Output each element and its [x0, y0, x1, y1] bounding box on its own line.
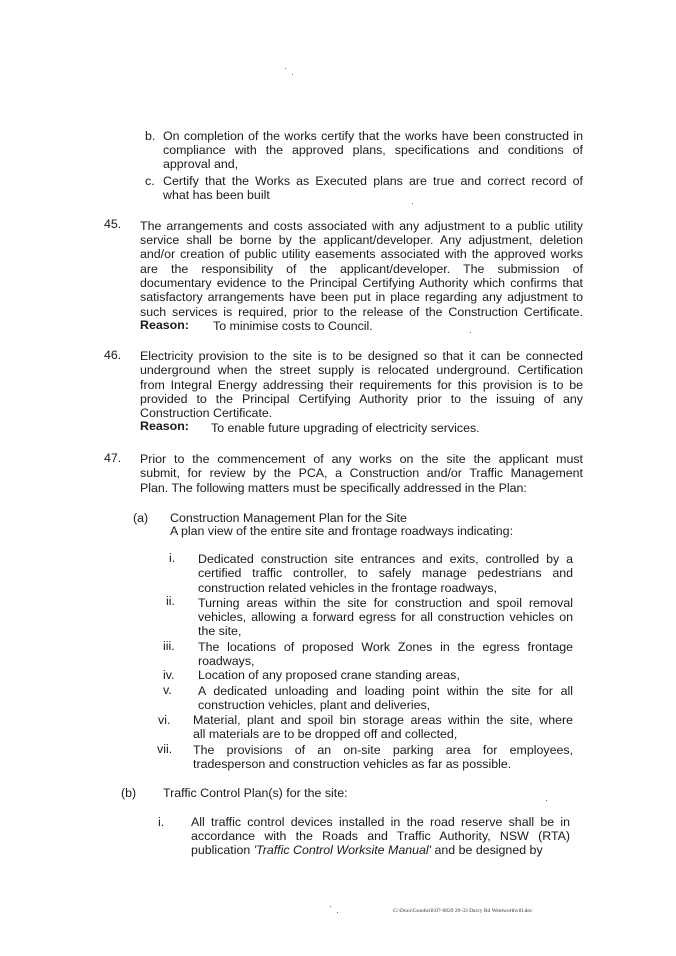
text-line: On completion of the works certify that the works have been constructed in [163, 129, 583, 143]
text-line: Turning areas within the site for construction and spoil removal [198, 596, 573, 610]
text-line: Plan. The following matters must be specifically addressed in the Plan: [140, 481, 527, 495]
text-line: service shall be borne by the applicant/developer. Any adjustment, deletion [140, 233, 583, 247]
scan-speck [412, 203, 413, 204]
text-line: such services is required, prior to the release of the Construction Certificate. [140, 305, 583, 319]
text-line: provided to the Principal Certifying Authority prior to the issuing of any [140, 392, 583, 406]
text-line: Prior to the commencement of any works on the site the applicant must [140, 452, 583, 466]
text-line: All traffic control devices installed in the road reserve shall be in [191, 815, 570, 829]
text-line: certified traffic controller, to safely manage pedestrians and [198, 566, 573, 580]
text-line: what has been built [163, 188, 270, 202]
text-line: The locations of proposed Work Zones in the egress frontage [198, 640, 573, 654]
reason-text: To enable future upgrading of electricity services. [211, 421, 480, 435]
scan-speck [337, 912, 338, 913]
text-fragment: and be designed by [431, 843, 543, 857]
reason-label: Reason: [140, 318, 189, 332]
condition-number: 46. [104, 348, 122, 362]
text-line: and/or creation of public utility easements associated with the approved works [140, 247, 583, 261]
text-line: accordance with the Roads and Traffic Authority, NSW (RTA) [191, 829, 570, 843]
text-line [191, 843, 543, 857]
scan-speck [285, 68, 286, 69]
roman-marker: vii. [157, 742, 173, 756]
list-marker: b. [145, 129, 156, 143]
text-line: are the responsibility of the applicant/developer. The submission of [140, 262, 583, 276]
text-line: Location of any proposed crane standing areas, [198, 668, 460, 682]
sub-marker-a: (a) [133, 511, 149, 525]
text-line: vehicles, allowing a forward egress for all construction vehicles on [198, 610, 573, 624]
footer-file-path: G:\Docs\Goodwill\07-0829 29-33 Darcy Rd Wentworthvill.doc [393, 908, 533, 914]
text-line: Certify that the Works as Executed plans are true and correct record of [163, 174, 583, 188]
text-line: compliance with the approved plans, specifications and conditions of [163, 143, 583, 157]
text-line: submit, for review by the PCA, a Construction and/or Traffic Management [140, 466, 583, 480]
text-line: documentary evidence to the Principal Certifying Authority which confirms that [140, 276, 583, 290]
text-line: construction vehicles, plant and deliveries, [198, 698, 431, 712]
scan-speck [546, 800, 547, 801]
text-fragment: publication [191, 843, 254, 857]
roman-marker: i. [158, 815, 165, 829]
text-line: Dedicated construction site entrances and exits, controlled by a [198, 552, 573, 566]
roman-marker: vi. [158, 713, 171, 727]
roman-marker: i. [169, 551, 176, 565]
text-line: all materials are to be dropped off and collected, [193, 727, 458, 741]
text-line: Material, plant and spoil bin storage areas within the site, where [193, 713, 573, 727]
scan-speck [292, 74, 293, 75]
condition-number: 45. [104, 217, 122, 231]
publication-title: 'Traffic Control Worksite Manual' [253, 843, 432, 857]
sub-marker-b: (b) [121, 786, 137, 800]
list-marker: c. [145, 174, 155, 188]
text-line: The provisions of an on-site parking area for employees, [193, 743, 573, 757]
condition-number: 47. [104, 451, 122, 465]
scan-speck [470, 332, 471, 333]
text-line: The arrangements and costs associated with any adjustment to a public utility [140, 219, 583, 233]
text-line: Construction Certificate. [140, 406, 273, 420]
text-line: Electricity provision to the site is to be designed so that it can be connected [140, 349, 583, 363]
roman-marker: iv. [163, 668, 175, 682]
roman-marker: ii. [166, 594, 175, 608]
text-line: A dedicated unloading and loading point within the site for all [198, 684, 573, 698]
text-line: construction related vehicles in the frontage roadways, [198, 581, 497, 595]
text-line: tradesperson and construction vehicles as far as possible. [193, 757, 512, 771]
text-line: satisfactory arrangements have been put in place regarding any adjustment to [140, 290, 583, 304]
roman-marker: iii. [163, 639, 175, 653]
roman-marker: v. [163, 683, 172, 697]
subsection-title: Construction Management Plan for the Site [170, 511, 407, 525]
reason-text: To minimise costs to Council. [213, 319, 373, 333]
text-line: from Integral Energy addressing their requirements for this provision is to be [140, 378, 583, 392]
text-line: the site, [198, 624, 242, 638]
text-line: roadways, [198, 654, 255, 668]
subsection-intro: A plan view of the entire site and frontage roadways indicating: [170, 524, 514, 538]
text-line: underground when the street supply is relocated underground. Certification [140, 363, 583, 377]
subsection-title: Traffic Control Plan(s) for the site: [163, 786, 348, 800]
reason-label: Reason: [140, 419, 189, 433]
scan-speck [330, 906, 331, 907]
text-line: approval and, [163, 157, 239, 171]
